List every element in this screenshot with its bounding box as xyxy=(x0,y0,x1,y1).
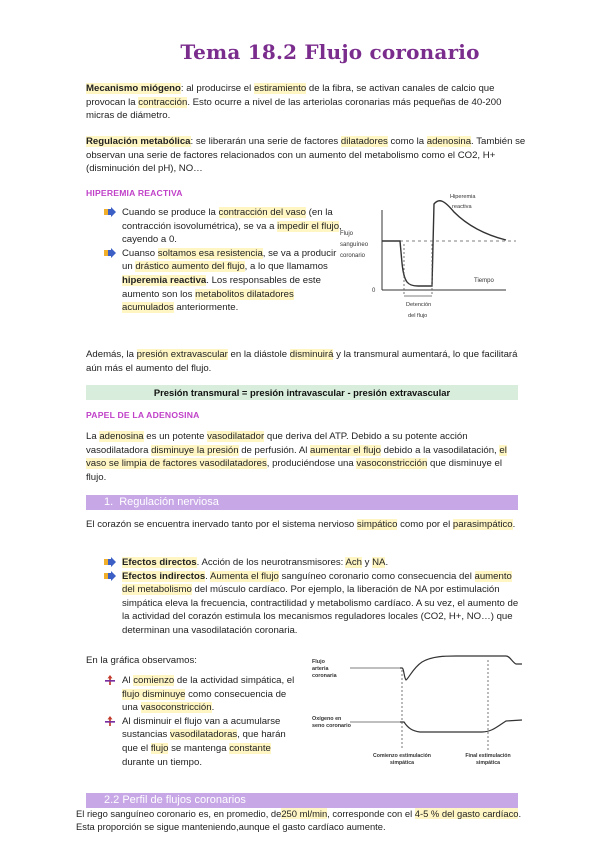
figure-label-oxigeno: Oxígeno en xyxy=(312,716,342,722)
hiperemia-figure xyxy=(336,188,522,328)
list-item: Cuando se produce la contracción del vaso (en la contracción isovolumétrica), se va a impedir el flujo, cayendo a 0. xyxy=(104,206,344,247)
figure-flow-curve xyxy=(382,201,506,286)
bullet-arrow-icon xyxy=(104,571,116,581)
figure-ylabel: coronario xyxy=(340,253,366,259)
paragraph-adenosina: La adenosina es un potente vasodilatador que deriva del ATP. Debido a su potente acción vasodilatadora disminuye la presión de perfusión. Al aumentar el flujo debido a la vasodilatación, el vaso se limpia de factores vasodilatadores, produciéndose una vasoconstricción que disminuye el flujo. xyxy=(86,431,507,483)
list-item: Efectos directos. Acción de los neurotransmisores: Ach y NA. xyxy=(104,556,524,570)
figure-peak-label: Hiperemia xyxy=(450,194,476,200)
figure-label-oxigeno: seno coronario xyxy=(312,723,351,729)
paragraph-riego-sanguineo: El riego sanguíneo coronario es, en promedio, de250 ml/min, corresponde con el 4-5 % del gasto cardíaco. Esta proporción se sigue manteniendo,aunque el gasto cardíaco aumente. xyxy=(76,808,522,833)
estimulacion-simpatica-figure xyxy=(310,654,524,776)
bullet-arrow-icon xyxy=(104,248,116,258)
figure-occlusion-label: del flujo xyxy=(408,313,428,319)
paragraph-mecanismo-miogeno: Mecanismo miógeno: al producirse el estiramiento de la fibra, se activan canales de calcio que provocan la contracción. Esto ocurre a nivel de las arteriolas coronarias más pequeñas de 40-200 micras de diámetro. xyxy=(86,83,502,122)
figure-ylabel: sanguíneo xyxy=(340,242,369,248)
section-heading-regulacion-nerviosa: 1. Regulación nerviosa xyxy=(86,495,518,510)
list-item: Al comienzo de la actividad simpática, el flujo disminuye como consecuencia de una vasoconstricción. xyxy=(104,674,304,715)
figure-label-flujo: arteria xyxy=(312,666,329,672)
figure-peak-label: reactiva xyxy=(452,204,472,210)
figure-flow-curve xyxy=(400,656,522,680)
bullet-arrow-icon xyxy=(104,557,116,567)
paragraph-grafica-intro: En la gráfica observamos: xyxy=(86,655,197,666)
paragraph-presion-extravascular: Además, la presión extravascular en la diástole disminuirá y la transmural aumentará, lo que facilitará aún más el aumento del flujo. xyxy=(86,349,518,374)
hiperemia-list xyxy=(104,206,344,315)
figure-end-label: simpática xyxy=(476,760,500,766)
figure-occlusion-label: Detención xyxy=(406,302,432,308)
bullet-arrow-icon xyxy=(104,207,116,217)
list-item: Efectos indirectos. Aumenta el flujo sanguíneo coronario como consecuencia del aumento del metabolismo del músculo cardíaco. Por ejemplo, la liberación de NA por estimulación simpática eleva la frecuencia, contractilidad y metabolismo cardíaco. A su vez, el aumento de la actividad del corazón estimula los mecanismos reguladores locales (CO2, H+, NO…) que determinan una vasodilatación coronaria. xyxy=(104,570,524,638)
figure-label-flujo: coronaria xyxy=(312,673,337,679)
figure-start-label: Comienzo estimulación xyxy=(373,753,431,759)
page-title: Tema 18.2 Flujo coronario xyxy=(180,40,480,64)
bullet-cross-arrow-icon xyxy=(104,716,116,726)
list-item: Cuanso soltamos esa resistencia, se va a producir un drástico aumento del flujo, a lo que llamamos hiperemia reactiva. Los responsables de este aumento son los metabolitos dilatadores acumulados anteriormente. xyxy=(104,247,344,315)
figure-oxygen-curve xyxy=(400,720,522,732)
subheading-adenosina: PAPEL DE LA ADENOSINA xyxy=(86,410,200,420)
subheading-hiperemia: HIPEREMIA REACTIVA xyxy=(86,188,183,198)
paragraph-regulacion-metabolica: Regulación metabólica: se liberarán una serie de factores dilatadores como la adenosina. También se observan una serie de factores relacionados con un aumento del metabolismo como el CO2, H+ (disminución del pH), NO… xyxy=(86,136,526,175)
figure-label-flujo: Flujo xyxy=(312,659,325,665)
grafica-list xyxy=(104,674,304,769)
figure-zero-tick: 0 xyxy=(372,288,376,294)
figure-end-label: Final estimulación xyxy=(465,753,511,759)
figure-xlabel: Tiempo xyxy=(474,278,494,284)
efectos-list xyxy=(104,556,524,638)
bullet-cross-arrow-icon xyxy=(104,675,116,685)
formula-box: Presión transmural = presión intravascular - presión extravascular xyxy=(86,385,518,400)
section-heading-perfil-flujos: 2.2 Perfil de flujos coronarios xyxy=(86,793,518,808)
paragraph-inervacion: El corazón se encuentra inervado tanto por el sistema nervioso simpático como por el parasimpático. xyxy=(86,519,516,530)
figure-start-label: simpática xyxy=(390,760,414,766)
list-item: Al disminuir el flujo van a acumularse sustancias vasodilatadoras, que harán que el flujo se mantenga constante durante un tiempo. xyxy=(104,715,304,769)
figure-ylabel: Flujo xyxy=(340,231,354,237)
